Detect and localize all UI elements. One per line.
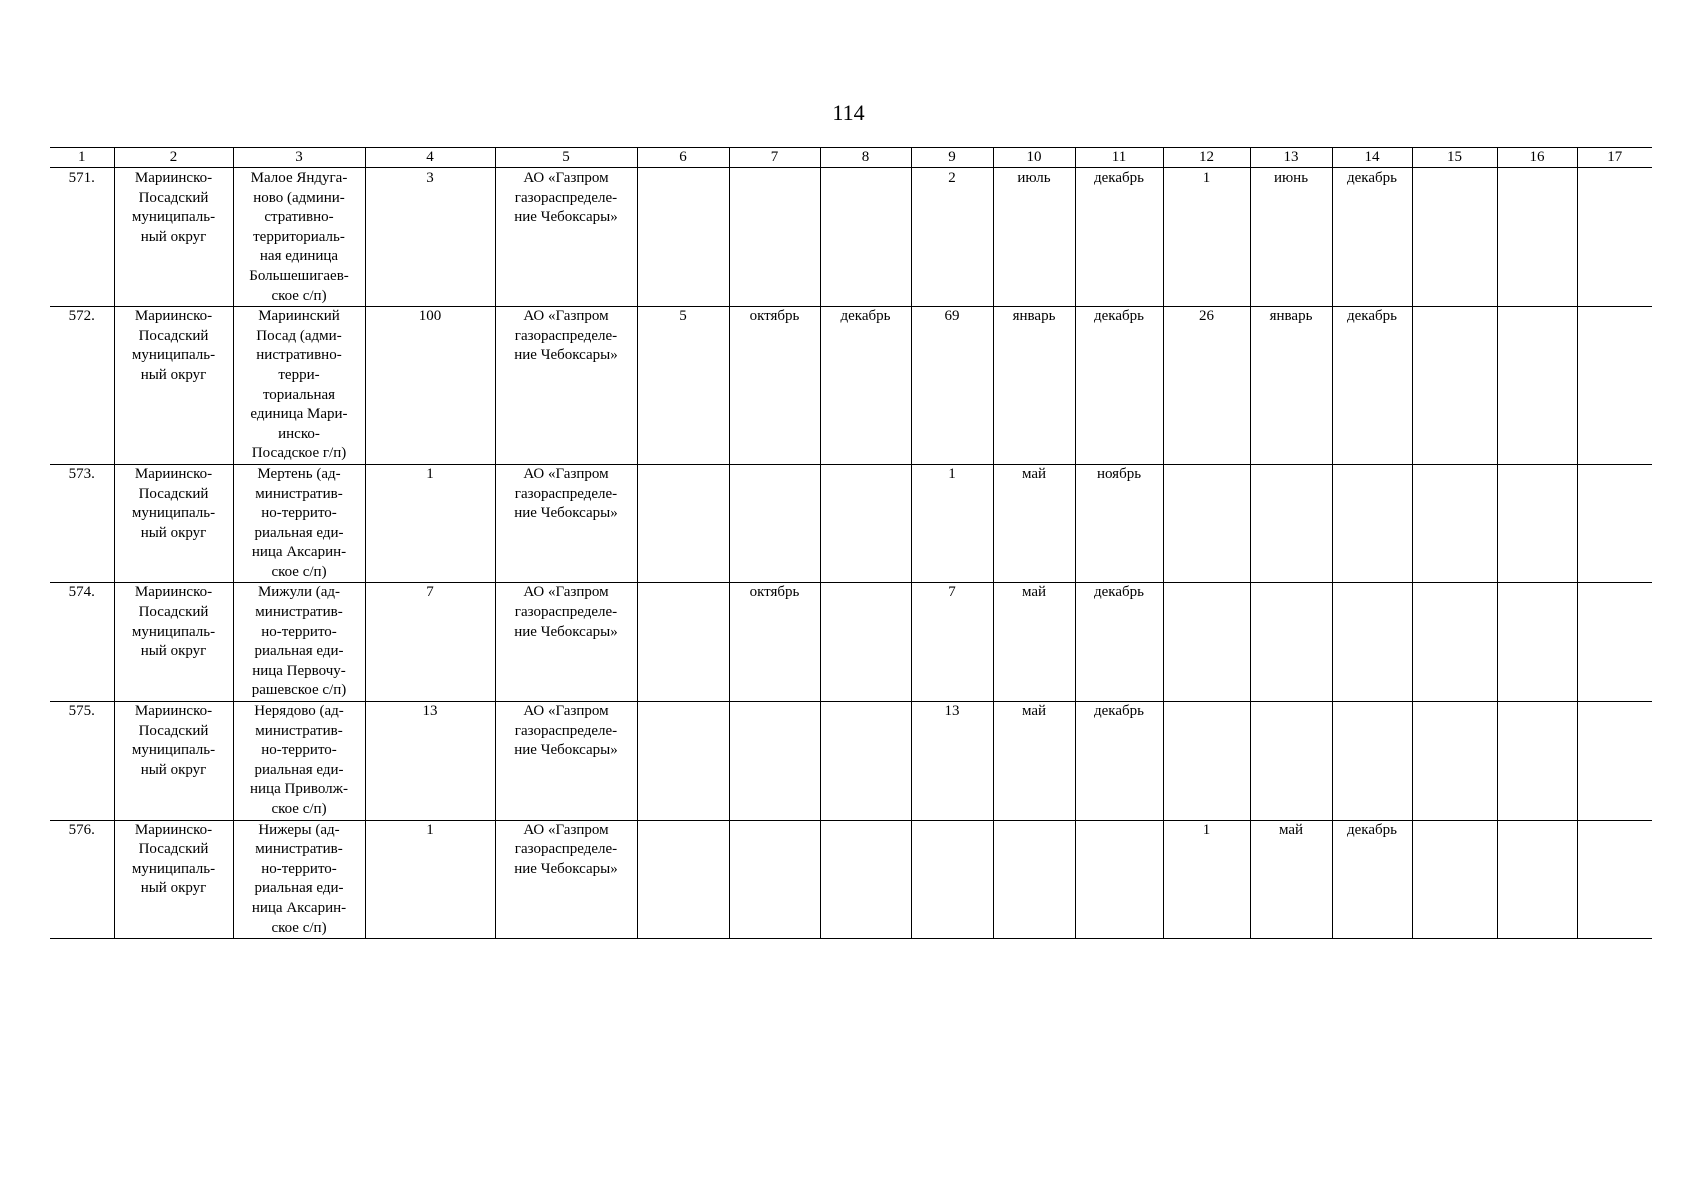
cell-col-12 (1163, 702, 1250, 821)
cell-col-2 (114, 168, 233, 307)
cell-text: 7 (426, 584, 434, 601)
column-number-10: 10 (993, 148, 1075, 168)
cell-col-2 (114, 702, 233, 821)
cell-col-3 (233, 583, 365, 702)
column-number-13: 13 (1250, 148, 1332, 168)
cell-col-14 (1332, 702, 1412, 821)
cell-col-15 (1412, 583, 1497, 702)
cell-col-1 (50, 820, 114, 939)
cell-text: 7 (948, 584, 956, 601)
cell-text: 1 (426, 465, 434, 482)
cell-col-11 (1075, 820, 1163, 939)
cell-col-13 (1250, 168, 1332, 307)
cell-col-3 (233, 307, 365, 465)
cell-col-5 (495, 583, 637, 702)
cell-text: АО «Газпром газораспределе- ние Чебоксары» (514, 170, 618, 226)
cell-text: декабрь (840, 308, 891, 325)
column-number-9: 9 (911, 148, 993, 168)
cell-text: 571. (68, 170, 95, 186)
cell-col-4 (365, 583, 495, 702)
cell-col-5 (495, 820, 637, 939)
column-number-5: 5 (495, 148, 637, 168)
cell-col-1 (50, 168, 114, 307)
cell-col-17 (1577, 464, 1652, 583)
cell-col-8 (820, 307, 911, 465)
cell-col-15 (1412, 820, 1497, 939)
cell-text: декабрь (1094, 703, 1144, 720)
cell-col-9 (911, 307, 993, 465)
cell-col-2 (114, 464, 233, 583)
cell-text: декабрь (1347, 308, 1397, 325)
cell-text: 1 (1202, 821, 1211, 838)
cell-col-3 (233, 702, 365, 821)
cell-col-6 (637, 702, 729, 821)
cell-col-11 (1075, 583, 1163, 702)
cell-text: Мариинский Посад (адми- нистративно- терри- ториальная единица Мари- инско- Посадское г/п) (250, 308, 348, 462)
page-number: 114 (832, 100, 865, 125)
cell-col-16 (1497, 820, 1577, 939)
cell-text: Мариинско- Посадский муниципаль- ный округ (131, 703, 216, 778)
data-table (50, 147, 1652, 939)
cell-col-4 (365, 820, 495, 939)
cell-col-5 (495, 168, 637, 307)
cell-text: Малое Яндуга- ново (админи- стративно- территориаль- ная единица Большешигаев- ское с/п) (249, 170, 349, 304)
column-number-11: 11 (1075, 148, 1163, 168)
cell-col-9 (911, 583, 993, 702)
cell-col-8 (820, 583, 911, 702)
cell-text: май (1021, 703, 1047, 720)
cell-text: май (1278, 821, 1304, 838)
cell-col-10 (993, 820, 1075, 939)
cell-text: 69 (944, 308, 960, 325)
cell-col-13 (1250, 307, 1332, 465)
table-row (50, 820, 1652, 939)
cell-col-9 (911, 464, 993, 583)
cell-col-7 (729, 307, 820, 465)
cell-text: Мариинско- Посадский муниципаль- ный округ (131, 584, 216, 660)
cell-text: 13 (422, 703, 438, 720)
column-number-14: 14 (1332, 148, 1412, 168)
cell-col-16 (1497, 307, 1577, 465)
cell-col-9 (911, 702, 993, 821)
cell-text: май (1021, 584, 1047, 601)
cell-text: январь (1012, 308, 1056, 325)
cell-col-7 (729, 168, 820, 307)
cell-col-10 (993, 464, 1075, 583)
cell-col-8 (820, 464, 911, 583)
cell-text: 1 (948, 465, 956, 482)
column-number-6: 6 (637, 148, 729, 168)
cell-col-14 (1332, 464, 1412, 583)
cell-text: Мертень (ад- министратив- но-террито- риальная еди- ница Аксарин- ское с/п) (251, 465, 347, 580)
cell-col-11 (1075, 702, 1163, 821)
cell-col-10 (993, 583, 1075, 702)
cell-col-15 (1412, 168, 1497, 307)
cell-col-10 (993, 168, 1075, 307)
cell-text: май (1021, 465, 1047, 482)
cell-col-17 (1577, 702, 1652, 821)
cell-text: декабрь (1347, 170, 1397, 186)
column-number-15: 15 (1412, 148, 1497, 168)
cell-col-1 (50, 702, 114, 821)
cell-text: 26 (1199, 308, 1214, 325)
column-number-row (50, 148, 1652, 168)
cell-col-16 (1497, 464, 1577, 583)
column-number-12: 12 (1163, 148, 1250, 168)
cell-col-8 (820, 702, 911, 821)
cell-col-12 (1163, 583, 1250, 702)
cell-col-11 (1075, 168, 1163, 307)
cell-col-15 (1412, 307, 1497, 465)
column-number-2: 2 (114, 148, 233, 168)
cell-text: октябрь (749, 308, 800, 325)
cell-text: 13 (944, 703, 960, 720)
cell-text: декабрь (1094, 584, 1144, 601)
cell-text: январь (1269, 308, 1313, 325)
cell-col-7 (729, 702, 820, 821)
table-row (50, 702, 1652, 821)
cell-text: 1 (426, 821, 434, 838)
cell-col-7 (729, 583, 820, 702)
table-row (50, 307, 1652, 465)
cell-text: октябрь (749, 584, 800, 601)
cell-col-7 (729, 820, 820, 939)
cell-col-14 (1332, 583, 1412, 702)
cell-text: Мариинско- Посадский муниципаль- ный округ (131, 465, 216, 541)
cell-col-7 (729, 464, 820, 583)
table-row (50, 583, 1652, 702)
cell-col-16 (1497, 168, 1577, 307)
cell-text: 573. (68, 465, 95, 482)
cell-col-5 (495, 307, 637, 465)
cell-col-14 (1332, 168, 1412, 307)
cell-col-12 (1163, 820, 1250, 939)
cell-col-6 (637, 307, 729, 465)
cell-col-9 (911, 168, 993, 307)
table-row (50, 464, 1652, 583)
cell-col-3 (233, 820, 365, 939)
cell-text: декабрь (1347, 821, 1397, 838)
column-number-4: 4 (365, 148, 495, 168)
cell-col-10 (993, 307, 1075, 465)
cell-text: Мижули (ад- министратив- но-террито- риальная еди- ница Первочу- рашевское с/п) (251, 584, 347, 699)
cell-col-16 (1497, 702, 1577, 821)
cell-text: 574. (68, 584, 95, 601)
cell-col-17 (1577, 820, 1652, 939)
cell-text: 5 (679, 308, 687, 325)
cell-col-2 (114, 307, 233, 465)
cell-text: АО «Газпром газораспределе- ние Чебоксары» (514, 584, 618, 640)
cell-col-13 (1250, 583, 1332, 702)
cell-text: 100 (418, 308, 442, 325)
cell-col-11 (1075, 464, 1163, 583)
cell-text: ноябрь (1096, 465, 1142, 482)
cell-text: июнь (1273, 170, 1309, 186)
cell-col-17 (1577, 307, 1652, 465)
cell-col-15 (1412, 464, 1497, 583)
cell-col-2 (114, 820, 233, 939)
column-number-3: 3 (233, 148, 365, 168)
cell-text: декабрь (1094, 308, 1144, 325)
cell-col-1 (50, 464, 114, 583)
cell-col-6 (637, 168, 729, 307)
cell-col-12 (1163, 464, 1250, 583)
cell-col-1 (50, 307, 114, 465)
cell-text: Нижеры (ад- министратив- но-террито- риальная еди- ница Аксарин- ское с/п) (251, 821, 347, 936)
cell-col-4 (365, 168, 495, 307)
cell-col-3 (233, 168, 365, 307)
cell-text: АО «Газпром газораспределе- ние Чебоксары» (514, 821, 618, 877)
cell-text: декабрь (1094, 170, 1144, 186)
cell-col-17 (1577, 168, 1652, 307)
cell-text: Нерядово (ад- министратив- но-террито- риальная еди- ница Приволж- ское с/п) (250, 703, 348, 817)
column-number-7: 7 (729, 148, 820, 168)
cell-col-12 (1163, 168, 1250, 307)
cell-col-11 (1075, 307, 1163, 465)
cell-col-4 (365, 307, 495, 465)
cell-text: 572. (68, 308, 95, 325)
cell-text: Мариинско- Посадский муниципаль- ный округ (131, 308, 216, 383)
cell-col-6 (637, 583, 729, 702)
column-number-16: 16 (1497, 148, 1577, 168)
cell-text: 576. (68, 821, 95, 838)
cell-col-14 (1332, 820, 1412, 939)
cell-col-16 (1497, 583, 1577, 702)
cell-col-6 (637, 820, 729, 939)
cell-col-3 (233, 464, 365, 583)
cell-col-5 (495, 464, 637, 583)
column-number-1: 1 (50, 148, 114, 168)
cell-col-1 (50, 583, 114, 702)
column-number-17: 17 (1577, 148, 1652, 168)
table-row (50, 168, 1652, 307)
cell-col-4 (365, 702, 495, 821)
cell-text: 3 (426, 170, 434, 186)
cell-col-4 (365, 464, 495, 583)
cell-text: Мариинско- Посадский муниципаль- ный округ (131, 170, 216, 245)
cell-text: АО «Газпром газораспределе- ние Чебоксары» (514, 703, 618, 759)
cell-text: АО «Газпром газораспределе- ние Чебоксары» (514, 308, 618, 364)
cell-col-10 (993, 702, 1075, 821)
cell-col-12 (1163, 307, 1250, 465)
cell-text: 575. (68, 703, 95, 720)
cell-col-13 (1250, 820, 1332, 939)
cell-col-9 (911, 820, 993, 939)
cell-col-8 (820, 168, 911, 307)
cell-text: 1 (1202, 170, 1211, 186)
cell-text: 2 (948, 170, 956, 186)
cell-text: Мариинско- Посадский муниципаль- ный округ (131, 821, 216, 897)
cell-col-15 (1412, 702, 1497, 821)
cell-col-5 (495, 702, 637, 821)
column-number-8: 8 (820, 148, 911, 168)
cell-col-13 (1250, 464, 1332, 583)
cell-col-13 (1250, 702, 1332, 821)
cell-col-8 (820, 820, 911, 939)
cell-text: июль (1017, 170, 1051, 186)
cell-text: АО «Газпром газораспределе- ние Чебоксары» (514, 465, 618, 522)
cell-col-17 (1577, 583, 1652, 702)
cell-col-2 (114, 583, 233, 702)
cell-col-14 (1332, 307, 1412, 465)
cell-col-6 (637, 464, 729, 583)
